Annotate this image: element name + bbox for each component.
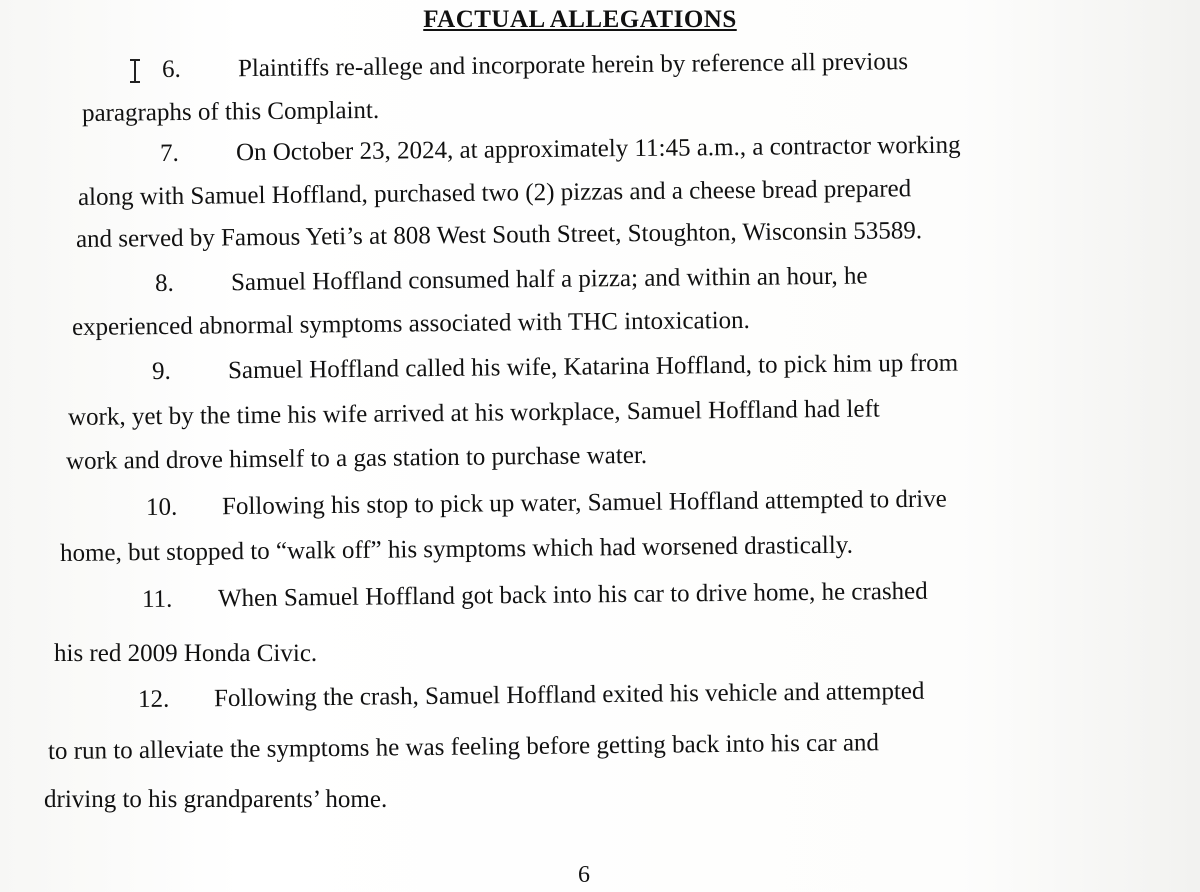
paragraph-6-first-line: [162, 48, 908, 84]
paragraph-number: 7.: [159, 139, 179, 167]
paragraph-text: Samuel Hoffland consumed half a pizza; and within an hour, he: [230, 262, 868, 297]
paragraph-11-first-line: [142, 578, 928, 614]
paragraph-9-first-line: [152, 350, 958, 386]
paragraph-number: 10.: [145, 493, 178, 521]
paragraph-7-first-line: [160, 132, 961, 168]
paragraph-number: 8.: [154, 269, 174, 297]
paragraph-text: Plaintiffs re-allege and incorporate herein by reference all previous: [237, 48, 909, 83]
paragraph-12-line-2: to run to alleviate the symptoms he was feeling before getting back into his car and: [47, 729, 880, 765]
paragraph-7-line-3: and served by Famous Yeti’s at 808 West South Street, Stoughton, Wisconsin 53589.: [75, 217, 923, 253]
paragraph-10-line-2: home, but stopped to “walk off” his symptoms which had worsened drastically.: [59, 531, 854, 567]
paragraph-text: Following his stop to pick up water, Samuel Hoffland attempted to drive: [221, 485, 947, 521]
paragraph-7-line-2: along with Samuel Hoffland, purchased two (2) pizzas and a cheese bread prepared: [77, 175, 912, 211]
paragraph-11-line-2: his red 2009 Honda Civic.: [54, 640, 318, 667]
paragraph-text: Samuel Hoffland called his wife, Katarina Hoffland, to pick him up from: [227, 349, 959, 385]
paragraph-number: 9.: [151, 357, 171, 385]
paragraph-text: On October 23, 2024, at approximately 11:45 a.m., a contractor working: [235, 131, 961, 167]
section-heading: FACTUAL ALLEGATIONS: [423, 6, 737, 33]
paragraph-8-first-line: [155, 263, 868, 298]
paragraph-10-first-line: [146, 486, 947, 522]
paragraph-text: Following the crash, Samuel Hoffland exited his vehicle and attempted: [213, 677, 925, 713]
paragraph-number: 12.: [137, 685, 170, 713]
paragraph-12-first-line: [138, 678, 925, 714]
text-cursor-icon: [128, 58, 142, 84]
paragraph-9-line-3: work and drove himself to a gas station to purchase water.: [65, 441, 648, 475]
paragraph-number: 6.: [161, 55, 181, 83]
paragraph-number: 11.: [141, 585, 173, 613]
page-number: 6: [578, 862, 590, 888]
paragraph-9-line-2: work, yet by the time his wife arrived at his workplace, Samuel Hoffland had left: [67, 395, 880, 431]
paragraph-12-line-3: driving to his grandparents’ home.: [44, 786, 388, 813]
paragraph-text: When Samuel Hoffland got back into his car to drive home, he crashed: [217, 577, 928, 613]
paragraph-6-line-2: paragraphs of this Complaint.: [81, 96, 380, 127]
paragraph-8-line-2: experienced abnormal symptoms associated with THC intoxication.: [71, 306, 750, 341]
